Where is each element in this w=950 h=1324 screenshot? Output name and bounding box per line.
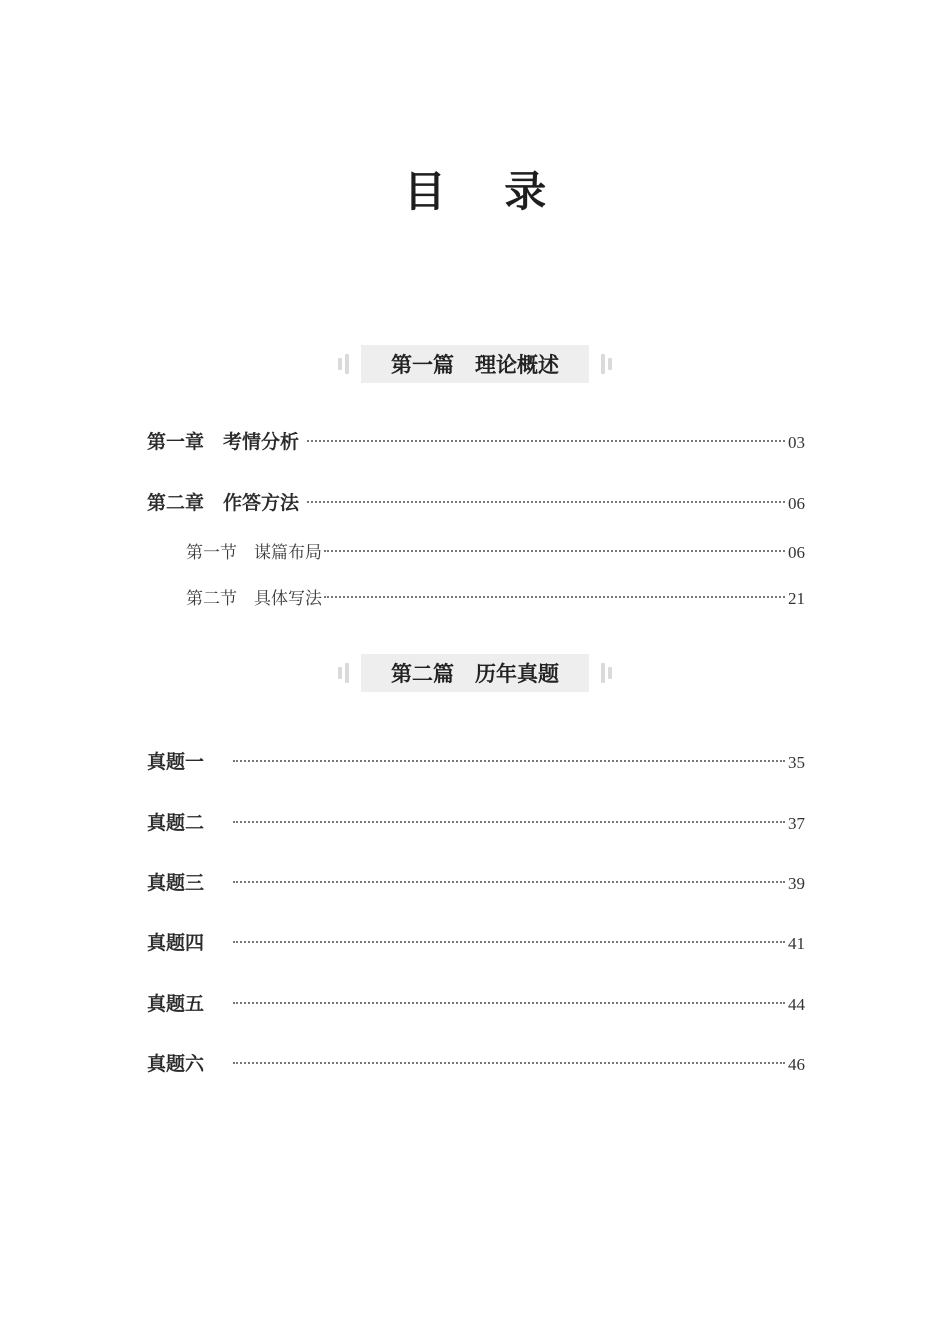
part-header-2 xyxy=(0,654,950,692)
toc-entry-label: 第一章 考情分析 xyxy=(147,431,300,453)
part-title: 第一篇 理论概述 xyxy=(361,345,589,383)
toc-entry-label: 真题六 xyxy=(147,1053,205,1075)
part-header-1 xyxy=(0,345,950,383)
toc-entry-section-1[interactable] xyxy=(186,540,805,566)
dot-leader xyxy=(324,550,785,552)
part-decoration-right xyxy=(601,654,612,692)
toc-entry-label: 第二章 作答方法 xyxy=(147,492,300,514)
toc-entry-question-6[interactable] xyxy=(147,1051,805,1077)
part-decoration-right xyxy=(601,345,612,383)
part-title: 第二篇 历年真题 xyxy=(361,654,589,692)
dot-leader xyxy=(233,881,785,883)
dot-leader xyxy=(233,1062,785,1064)
toc-entry-page: 03 xyxy=(788,433,805,452)
toc-entry-question-4[interactable] xyxy=(147,930,805,956)
page-title: 目 录 xyxy=(403,167,569,216)
toc-entry-section-2[interactable] xyxy=(186,586,805,612)
toc-entry-label: 真题一 xyxy=(147,751,205,773)
toc-entry-page: 06 xyxy=(788,543,805,562)
dot-leader xyxy=(233,1002,785,1004)
toc-entry-label: 真题二 xyxy=(147,812,205,834)
toc-entry-label: 真题四 xyxy=(147,932,205,954)
toc-entry-label: 第一节 谋篇布局 xyxy=(186,543,322,563)
toc-entry-page: 37 xyxy=(788,814,805,833)
dot-leader xyxy=(233,821,785,823)
toc-entry-chapter-2[interactable] xyxy=(147,490,805,516)
toc-entry-chapter-1[interactable] xyxy=(147,429,805,455)
toc-entry-page: 35 xyxy=(788,753,805,772)
part-decoration-left xyxy=(338,654,349,692)
dot-leader xyxy=(233,941,785,943)
dot-leader xyxy=(324,596,785,598)
toc-entry-question-5[interactable] xyxy=(147,991,805,1017)
dot-leader xyxy=(307,501,785,503)
toc-entry-page: 46 xyxy=(788,1055,805,1074)
toc-entry-label: 真题三 xyxy=(147,872,205,894)
toc-entry-label: 第二节 具体写法 xyxy=(186,589,322,609)
toc-entry-page: 44 xyxy=(788,995,805,1014)
toc-entry-page: 41 xyxy=(788,934,805,953)
toc-entry-question-3[interactable] xyxy=(147,870,805,896)
toc-entry-page: 39 xyxy=(788,874,805,893)
dot-leader xyxy=(233,760,785,762)
toc-entry-label: 真题五 xyxy=(147,993,205,1015)
toc-entry-page: 21 xyxy=(788,589,805,608)
dot-leader xyxy=(307,440,785,442)
toc-entry-question-1[interactable] xyxy=(147,749,805,775)
toc-entry-page: 06 xyxy=(788,494,805,513)
toc-entry-question-2[interactable] xyxy=(147,810,805,836)
part-decoration-left xyxy=(338,345,349,383)
